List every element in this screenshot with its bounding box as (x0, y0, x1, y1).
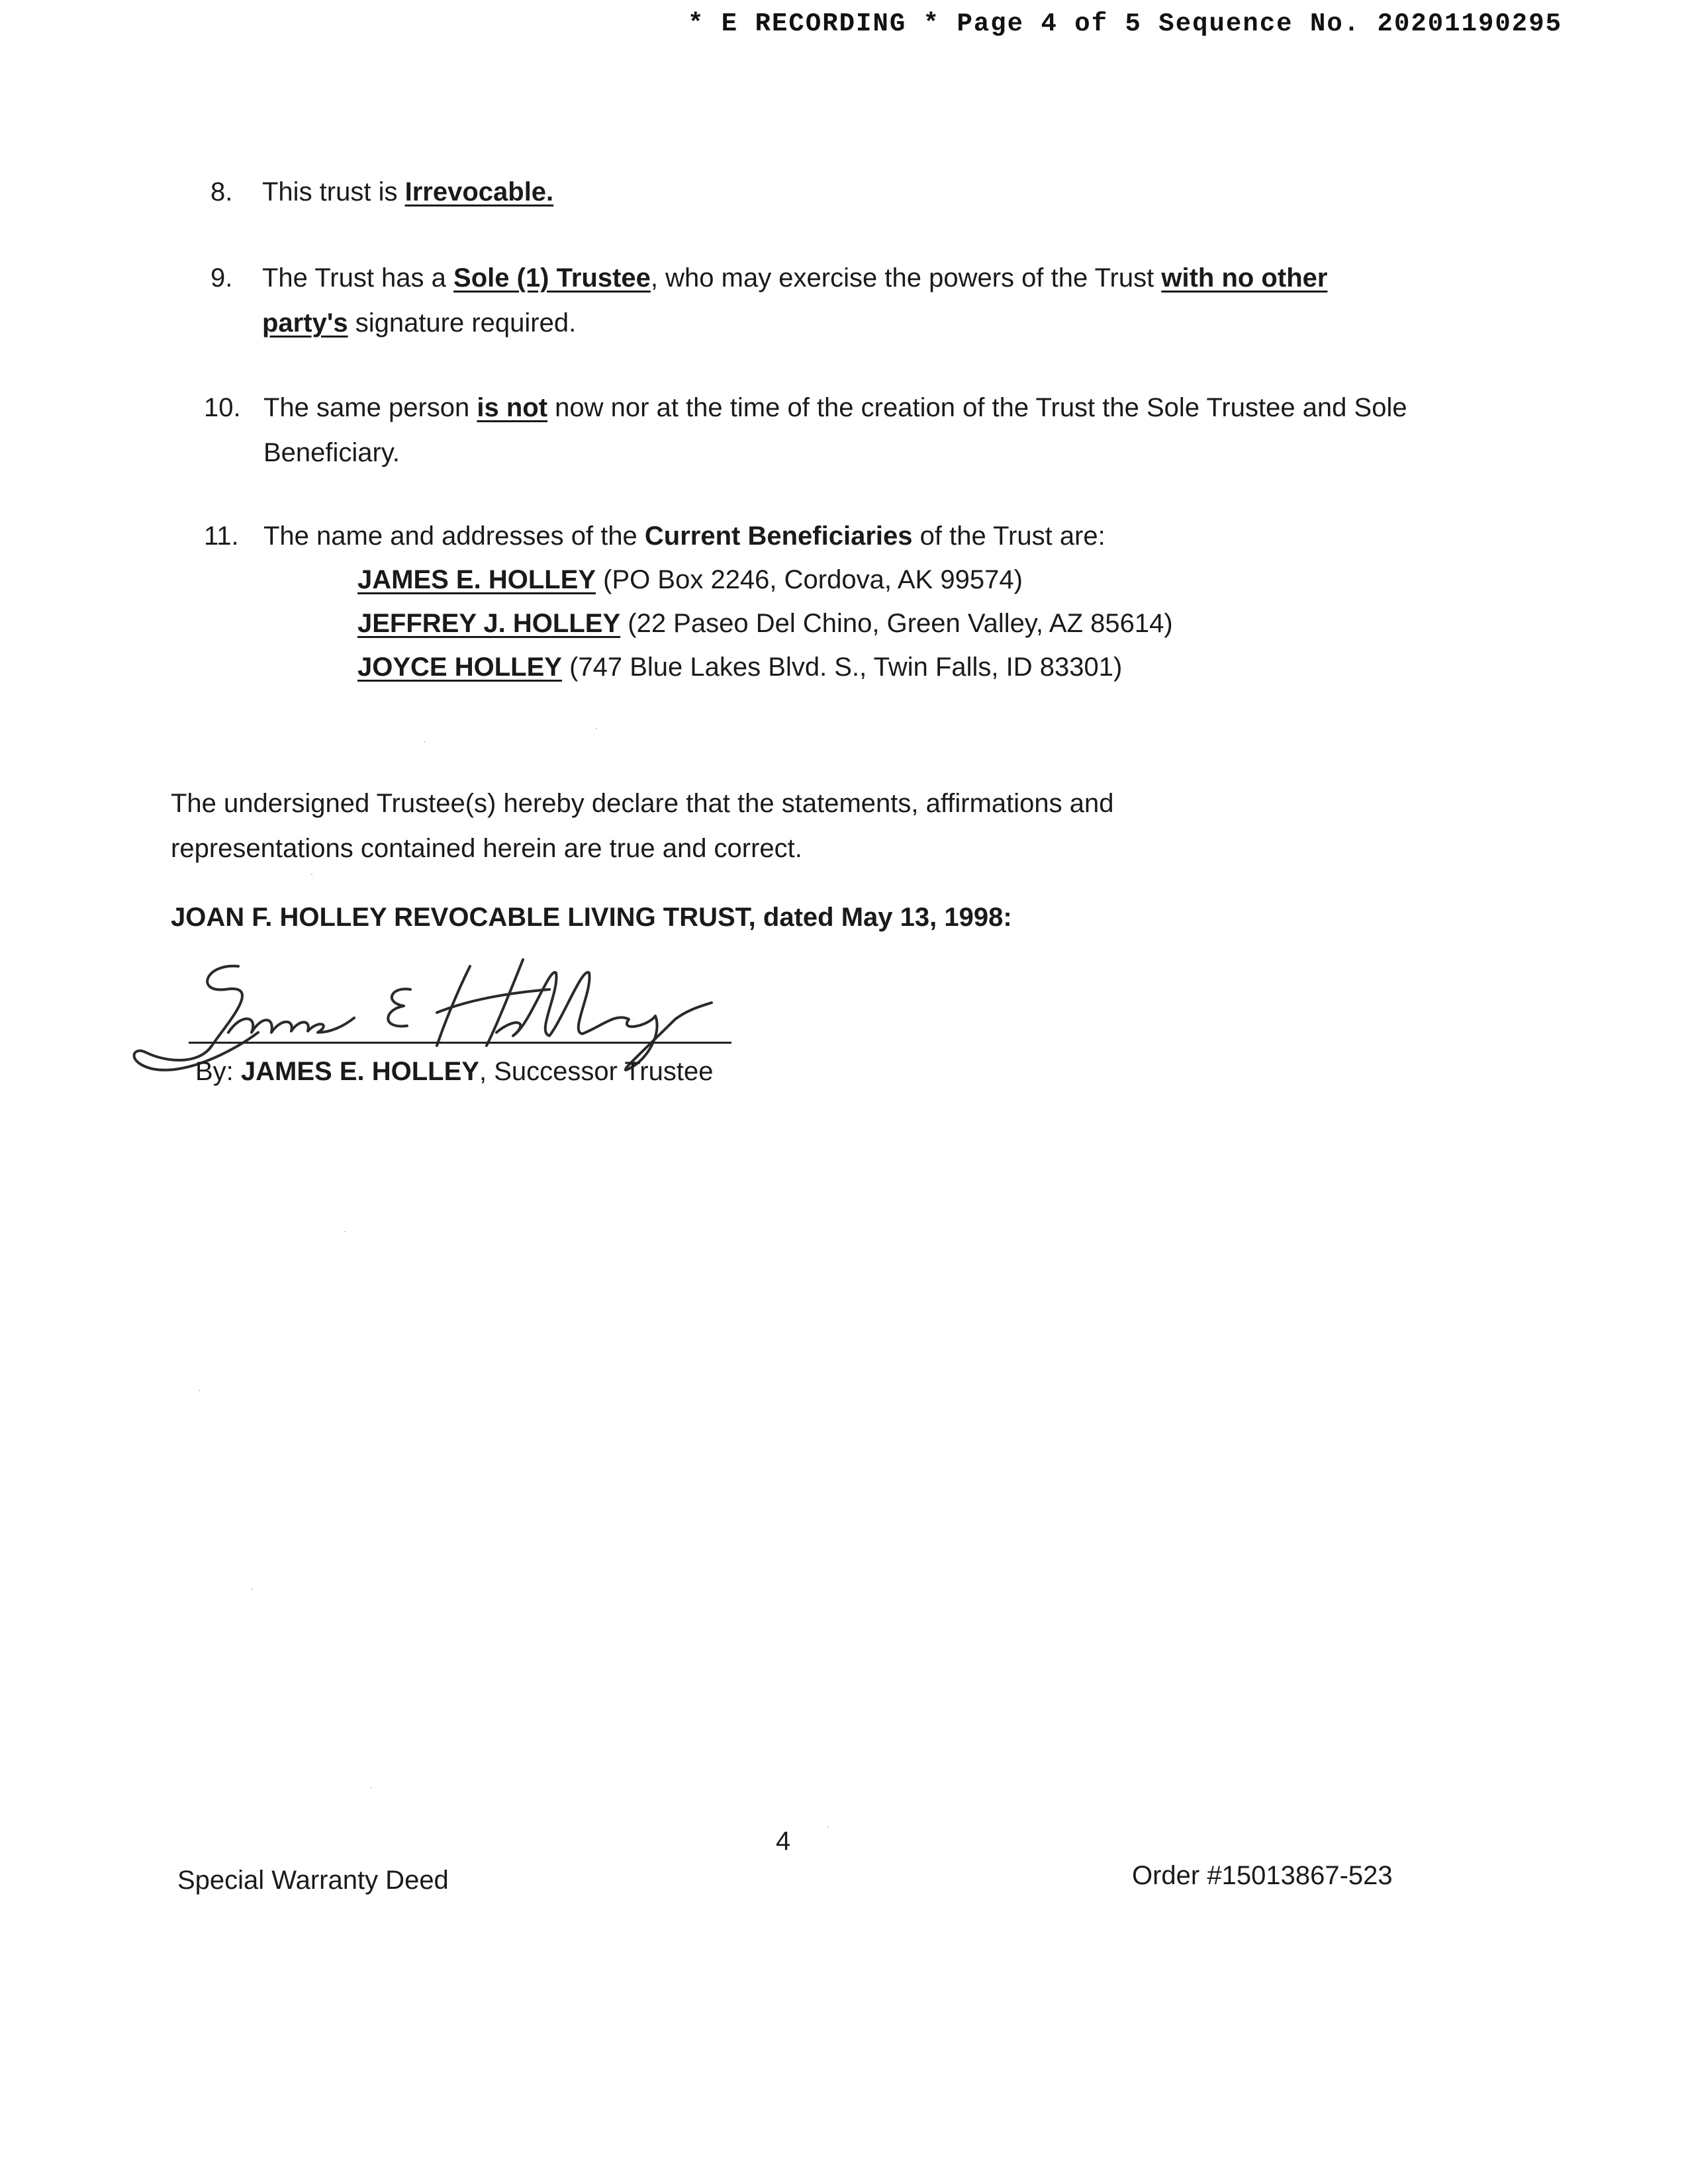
scan-speck (252, 1588, 253, 1590)
trust-name: JOAN F. HOLLEY REVOCABLE LIVING TRUST, dated May 13, 1998: (171, 903, 1012, 932)
beneficiary-address: (PO Box 2246, Cordova, AK 99574) (596, 565, 1023, 594)
beneficiary-entry (357, 645, 1122, 690)
signer-line: By: JAMES E. HOLLEY, Successor Trustee (195, 1057, 714, 1086)
page-number: 4 (776, 1827, 791, 1856)
beneficiary-entry (357, 601, 1173, 646)
item-text: The name and addresses of the Current Beneficiaries of the Trust are: (263, 522, 1105, 551)
list-item-8 (211, 169, 1422, 214)
item-text: The same person is not now nor at the time of the creation of the Trust the Sole Trustee and Sole Beneficiary. (263, 393, 1407, 467)
item-number: 11. (204, 522, 239, 551)
scan-speck (344, 1231, 346, 1232)
declaration-paragraph: The undersigned Trustee(s) hereby declare that the statements, affirmations and representations contained herein are true and correct. (171, 789, 1114, 863)
signature-line (189, 1042, 731, 1044)
scan-speck (827, 1827, 829, 1828)
list-item-9 (211, 255, 1336, 345)
footer-document-type: Special Warranty Deed (177, 1866, 449, 1895)
signer-role: , Successor Trustee (479, 1057, 714, 1086)
beneficiary-name: JOYCE HOLLEY (357, 653, 562, 682)
item-number: 10. (204, 393, 241, 422)
emphasis-current-beneficiaries: Current Beneficiaries (644, 522, 913, 551)
beneficiary-address: (747 Blue Lakes Blvd. S., Twin Falls, ID 83301) (561, 653, 1123, 682)
item-number: 8. (211, 177, 233, 206)
emphasis-sole-trustee: Sole (1) Trustee (453, 263, 651, 293)
item-text: This trust is Irrevocable. (262, 177, 554, 206)
item-number: 9. (211, 263, 233, 293)
scan-speck (199, 1390, 200, 1391)
beneficiary-address: (22 Paseo Del Chino, Green Valley, AZ 85614) (620, 609, 1173, 638)
emphasis-no-other-party: with no other party's (262, 263, 1328, 338)
list-item-11 (204, 514, 1422, 559)
scan-speck (596, 728, 597, 729)
scan-speck (424, 741, 425, 743)
list-item-10 (204, 385, 1415, 475)
recording-stamp: * E RECORDING * Page 4 of 5 Sequence No. 20201190295 (688, 9, 1562, 38)
signer-name: JAMES E. HOLLEY (240, 1057, 479, 1086)
item-text: The Trust has a Sole (1) Trustee, who may exercise the powers of the Trust with no other party's signature required. (262, 263, 1328, 338)
beneficiary-entry (357, 557, 1023, 602)
scan-speck (371, 1787, 372, 1788)
footer-order-number: Order #15013867-523 (1132, 1861, 1393, 1890)
beneficiary-name: JEFFREY J. HOLLEY (357, 609, 621, 638)
beneficiary-name: JAMES E. HOLLEY (357, 565, 596, 594)
scan-speck (311, 874, 312, 875)
emphasis-irrevocable: Irrevocable. (404, 177, 554, 206)
emphasis-is-not: is not (477, 393, 548, 422)
